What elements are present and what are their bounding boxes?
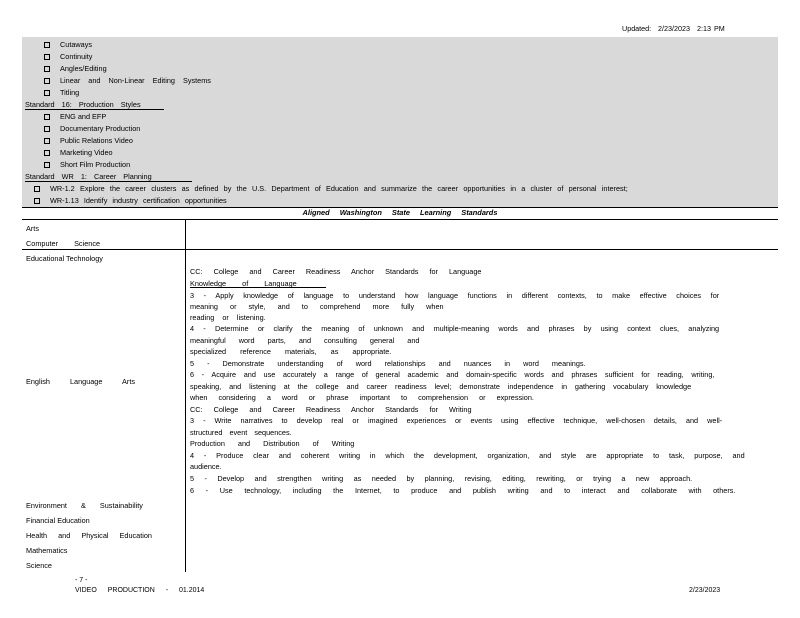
updated-date: 2/23/2023 xyxy=(658,24,690,33)
standard-text-line: when considering a word or phrase important to comprehension or expression. xyxy=(190,393,534,402)
checkbox-bullet-icon xyxy=(44,162,50,168)
standard-subheading: Knowledge of Language xyxy=(190,279,297,288)
standard-heading: Standard WR 1: Career Planning xyxy=(25,172,152,181)
underline xyxy=(25,109,164,110)
standard-heading: CC: College and Career Readiness Anchor Standards for Language xyxy=(190,267,482,276)
list-item: ENG and EFP xyxy=(44,112,106,121)
checkbox-bullet-icon xyxy=(44,126,50,132)
checkbox-bullet-icon xyxy=(44,90,50,96)
subject-arts: Arts xyxy=(26,224,39,233)
footer-date: 2/23/2023 xyxy=(689,587,721,594)
standard-text-line: meaning or style, and to comprehend more fully when xyxy=(190,302,444,311)
standard-subheading: Production and Distribution of Writing xyxy=(190,439,355,448)
list-item: Public Relations Video xyxy=(44,136,133,145)
standard-text-line: reading or listening. xyxy=(190,313,266,322)
footer-document-name: VIDEO PRODUCTION - 01.2014 xyxy=(75,587,205,594)
list-item: Documentary Production xyxy=(44,124,140,133)
updated-ampm: PM xyxy=(714,24,725,33)
underline xyxy=(25,181,192,182)
standard-text-line: speaking, and listening at the college and career readiness level; demonstrate independence in gathering vocabulary knowledge xyxy=(190,382,692,391)
page-number: - 7 - xyxy=(75,577,88,584)
subject-english-language-arts: English Language Arts xyxy=(26,377,136,386)
list-item: Marketing Video xyxy=(44,148,113,157)
checkbox-bullet-icon xyxy=(34,186,40,192)
subject-mathematics: Mathematics xyxy=(26,546,68,555)
subject-science: Science xyxy=(26,561,52,570)
standard-text-line: 6 - Use technology, including the Internet, to produce and publish writing and to interact and collaborate with others. xyxy=(190,486,736,495)
underline xyxy=(190,287,326,288)
checkbox-bullet-icon xyxy=(44,66,50,72)
standard-text-line: meaningful word parts, and consulting general and xyxy=(190,336,420,345)
updated-label: Updated: xyxy=(622,24,652,33)
column-divider xyxy=(185,219,186,572)
table-title: Aligned Washington State Learning Standards xyxy=(302,208,498,217)
subject-educational-technology: Educational Technology xyxy=(26,254,103,263)
list-item: WR-1.13 Identify industry certification opportunities xyxy=(34,196,227,205)
list-item: Cutaways xyxy=(44,40,92,49)
checkbox-bullet-icon xyxy=(44,114,50,120)
list-item: Angles/Editing xyxy=(44,64,107,73)
standard-text-line: 3 - Write narratives to develop real or imagined experiences or events using effective technique, well-chosen details, and well- xyxy=(190,416,723,425)
updated-time: 2:13 xyxy=(697,24,711,33)
standard-heading: CC: College and Career Readiness Anchor Standards for Writing xyxy=(190,405,472,414)
standard-text-line: 3 - Apply knowledge of language to understand how language functions in different contexts, to make effective choices for xyxy=(190,291,720,300)
checkbox-bullet-icon xyxy=(34,198,40,204)
standard-text-line: 4 - Produce clear and coherent writing in which the development, organization, and style are appropriate to task, purpose, and xyxy=(190,451,745,460)
row-divider xyxy=(22,249,778,250)
subject-environment-sustainability: Environment & Sustainability xyxy=(26,501,143,510)
standard-text-line: 4 - Determine or clarify the meaning of unknown and multiple-meaning words and phrases by using context clues, analyzing xyxy=(190,324,720,333)
list-item: Short Film Production xyxy=(44,160,130,169)
checkbox-bullet-icon xyxy=(44,138,50,144)
checkbox-bullet-icon xyxy=(44,78,50,84)
list-item: Titling xyxy=(44,88,79,97)
list-item: Linear and Non-Linear Editing Systems xyxy=(44,76,211,85)
standard-text-line: 5 - Develop and strengthen writing as needed by planning, revising, editing, rewriting, or trying a new approach. xyxy=(190,474,693,483)
standard-heading: Standard 16: Production Styles xyxy=(25,100,141,109)
subject-financial-education: Financial Education xyxy=(26,516,90,525)
standard-text-line: 5 - Demonstrate understanding of word relationships and nuances in word meanings. xyxy=(190,359,586,368)
standard-text-line: specialized reference materials, as appropriate. xyxy=(190,347,392,356)
standards-shaded-block xyxy=(22,37,778,207)
list-item: WR-1.2 Explore the career clusters as defined by the U.S. Department of Education and summarize the career opportunities in a cluster of personal interest; xyxy=(34,184,628,193)
checkbox-bullet-icon xyxy=(44,150,50,156)
rule-line xyxy=(22,219,778,220)
standard-text-line: structured event sequences. xyxy=(190,428,292,437)
standard-text-line: audience. xyxy=(190,462,222,471)
checkbox-bullet-icon xyxy=(44,54,50,60)
list-item: Continuity xyxy=(44,52,92,61)
standard-text-line: 6 - Acquire and use accurately a range of general academic and domain-specific words and phrases sufficient for reading, writing, xyxy=(190,370,715,379)
subject-health-physical-education: Health and Physical Education xyxy=(26,531,152,540)
subject-computer-science: Computer Science xyxy=(26,239,101,248)
checkbox-bullet-icon xyxy=(44,42,50,48)
